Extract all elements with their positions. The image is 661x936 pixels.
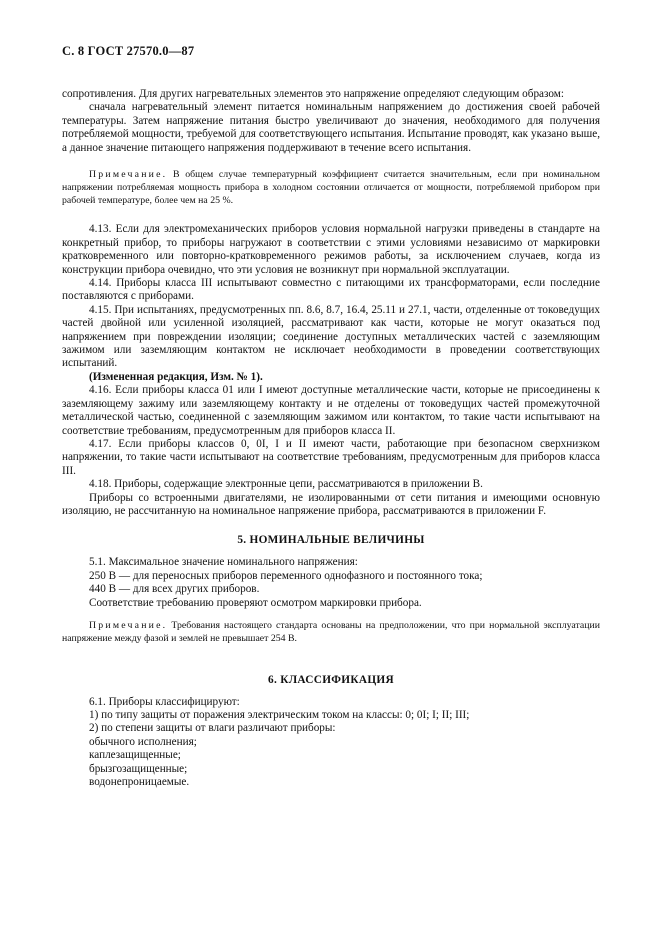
note-label: Примечание. (89, 619, 168, 631)
note-text: Требования настоящего стандарта основаны на предположении, что при нормальной эксплуатации напряжение между фазой и землей не превышает 254 В. (62, 619, 600, 644)
note-phase-voltage (62, 620, 600, 646)
section-5-body (62, 556, 600, 610)
clause-4-16: 4.16. Если приборы класса 01 или I имеют доступные металлические части, которые не присоединены к заземляющему зажиму или заземляющему контакту и не отделены от токоведущих частей промежуточной металлической частью, соединенной с заземляющим зажимом или контактом, то такие части испытывают на соответствие требованиям, предусмотренным для приборов класса II. (62, 384, 600, 437)
voltage-440: 440 В — для всех других приборов. (89, 583, 260, 596)
clause-4-17: 4.17. Если приборы классов 0, 0I, I и II имеют части, работающие при безопасном сверхнизком напряжении, то такие части испытывают на соответствие требованиям, предусмотренным для приборов класса III. (62, 437, 600, 477)
clause-4-18: 4.18. Приборы, содержащие электронные цепи, рассматриваются в приложении В. (89, 478, 483, 491)
clause-4-14: 4.14. Приборы класса III испытывают совместно с питающими их трансформаторами, если последние поставляются с приборами. (62, 277, 600, 303)
note-label: Примечание. (89, 169, 168, 181)
moisture-type-watertight: водонепроницаемые. (89, 776, 190, 789)
classification-item-2: 2) по степени защиты от влаги различают приборы: (89, 722, 336, 735)
amendment-note: (Измененная редакция, Изм. № 1). (89, 370, 263, 383)
clause-6-1: 6.1. Приборы классифицируют: (89, 695, 240, 708)
section-5-heading: 5. НОМИНАЛЬНЫЕ ВЕЛИЧИНЫ (237, 534, 425, 547)
page-header: С. 8 ГОСТ 27570.0—87 (62, 44, 195, 58)
voltage-250: 250 В — для переносных приборов переменного однофазного и постоянного тока; (89, 569, 483, 582)
note-temperature-coefficient (62, 169, 600, 207)
clause-4-15: 4.15. При испытаниях, предусмотренных пп. 8.6, 8.7, 16.4, 25.11 и 27.1, части, отделенные от токоведущих частей двойной или усиленной изоляцией, рассматривают как части, которые не могут оказаться под напряжением при повреждении изоляции; соединение доступных металлических частей с заземляющим зажимом или заземляющим контактом не исключает необходимости в проведении соответствующих испытаний. (62, 303, 600, 370)
note-text: В общем случае температурный коэффициент считается значительным, если при номинальном напряжении потребляемая мощность прибора в холодном состоянии отличается от мощности, потребляемой прибором при рабочей температуре, более чем на 25 %. (62, 169, 600, 206)
document-page (62, 44, 600, 789)
classification-item-1: 1) по типу защиты от поражения электрическим током на классы: 0; 0I; I; II; III; (89, 708, 470, 721)
section-6-heading: 6. КЛАССИФИКАЦИЯ (268, 673, 394, 686)
moisture-type-drip-proof: каплезащищенные; (89, 749, 181, 762)
clause-5-1: 5.1. Максимальное значение номинального напряжения: (89, 556, 358, 569)
moisture-type-splash-proof: брызгозащищенные; (89, 762, 188, 775)
clause-4-13: 4.13. Если для электромеханических приборов условия нормальной нагрузки приведены в стандарте на конкретный прибор, то приборы нагружают в соответствии с этими условиями независимо от маркировки кратковременного или повторно-кратковременного режимов работы, за исключением случаев, когда из конструкции прибора очевидно, что эти условия не возникнут при нормальной эксплуатации. (62, 223, 600, 276)
paragraph-continuation: сопротивления. Для других нагревательных элементов это напряжение определяют следующим образом: (62, 88, 564, 100)
compliance-check: Соответствие требованию проверяют осмотром маркировки прибора. (89, 596, 422, 609)
paragraph-heating-procedure: сначала нагревательный элемент питается номинальным напряжением до достижения своей рабочей температуры. Затем напряжение питания быстро увеличивают до значения, необходимого для получения потребляемой мощности, требуемой для соответствующего испытания. Испытание проводят, как указано выше, а данное значение питающего напряжения поддерживают в течение всего испытания. (62, 101, 600, 154)
clause-4-18-motors: Приборы со встроенными двигателями, не изолированными от сети питания и имеющими основную изоляцию, не рассчитанную на номинальное напряжение прибора, рассматриваются в приложении F. (62, 491, 600, 517)
section-6-body (62, 696, 600, 790)
moisture-type-ordinary: обычного исполнения; (89, 735, 197, 748)
